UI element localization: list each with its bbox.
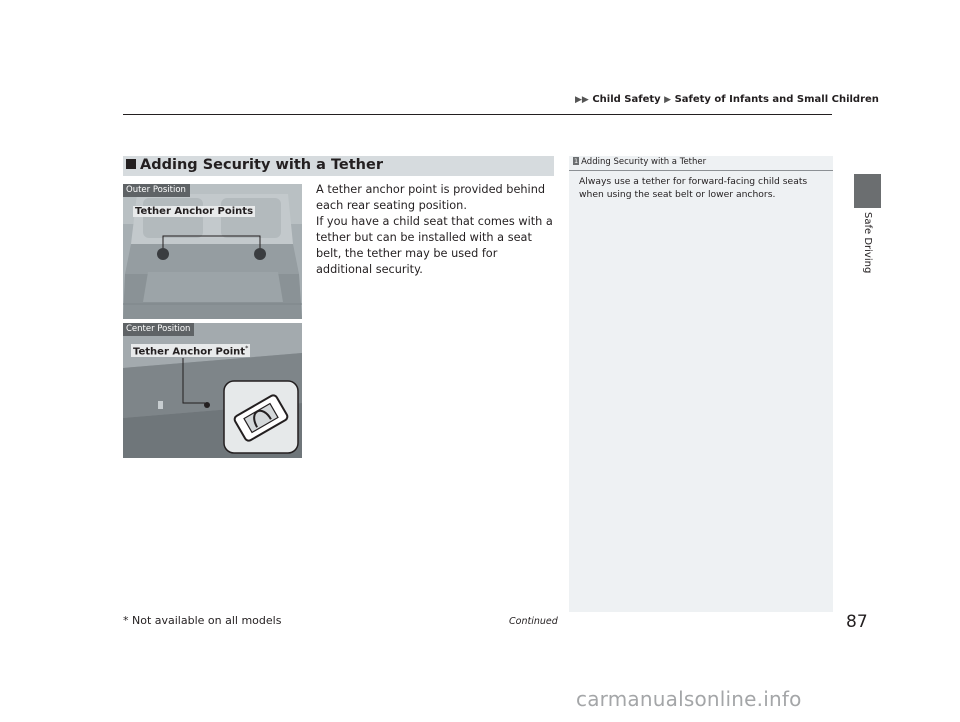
breadcrumb-parent[interactable]: Child Safety [592, 94, 661, 105]
chapter-tab-label: Safe Driving [862, 212, 873, 274]
header-divider [123, 114, 832, 115]
breadcrumb-arrow-icon: ▶ [664, 95, 672, 105]
continued-label: Continued [509, 616, 558, 627]
breadcrumb [575, 94, 879, 105]
chapter-tab[interactable] [854, 174, 881, 208]
note-heading-text: Adding Security with a Tether [581, 157, 707, 167]
section-title: Adding Security with a Tether [140, 157, 383, 173]
note-panel [569, 156, 833, 612]
outer-position-figure [123, 184, 302, 319]
section-square-icon [126, 159, 136, 169]
body-text: A tether anchor point is provided behind each rear seating position. If you have a child seat that comes with a tether but can be installed with a seat belt, the tether may be used for additional security. [316, 183, 553, 276]
figure-tag: Center Position [123, 323, 194, 336]
footnote-mark: * [245, 344, 249, 352]
center-position-figure [123, 323, 302, 458]
body-paragraph [316, 182, 556, 278]
figure-callout [131, 344, 250, 357]
figure-callout-text: Tether Anchor Point [133, 346, 246, 358]
watermark: carmanualsonline.info [576, 687, 802, 711]
section-heading [126, 157, 383, 173]
footnote: * Not available on all models [123, 614, 282, 627]
figure-tag: Outer Position [123, 184, 190, 197]
note-heading [573, 157, 706, 167]
note-text: Always use a tether for forward-facing child seats when using the seat belt or lower anchors. [579, 176, 808, 200]
cargo-area-illustration [123, 184, 302, 319]
page-number: 87 [846, 612, 868, 632]
note-number-badge: 1 [574, 157, 579, 165]
breadcrumb-current[interactable]: Safety of Infants and Small Children [674, 94, 879, 105]
chapter-tab-label-wrap [854, 212, 881, 282]
breadcrumb-arrow-icon: ▶▶ [575, 95, 589, 105]
figure-callout: Tether Anchor Points [135, 206, 254, 217]
note-divider [569, 170, 833, 171]
